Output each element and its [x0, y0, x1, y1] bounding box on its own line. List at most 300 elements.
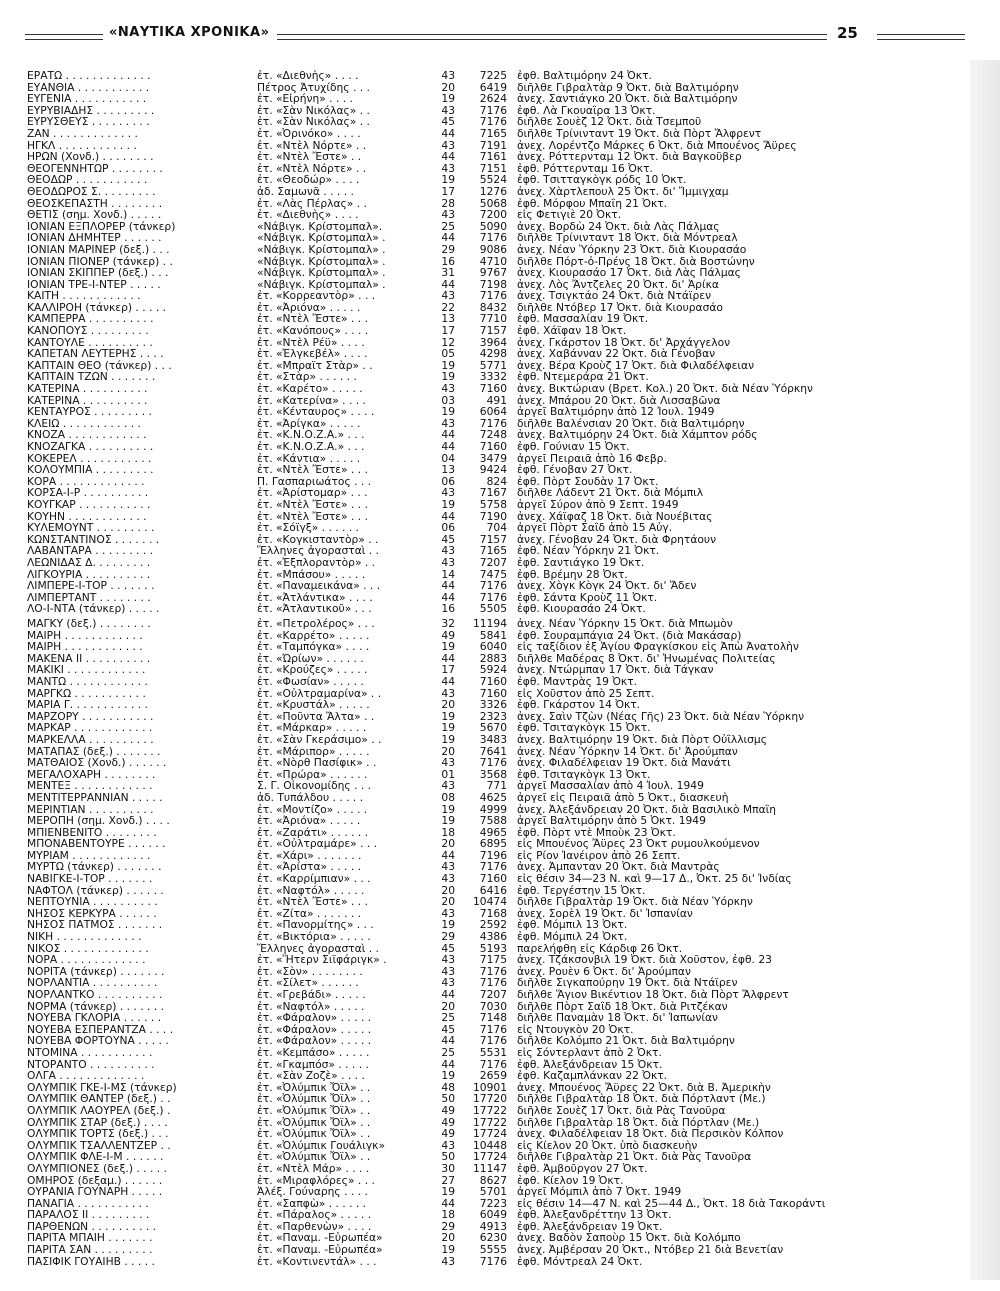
ship-status: διῆλθε Πὸρτ Σαΐδ 18 Ὀκτ. διὰ Ριτζέκαν [517, 1000, 728, 1013]
ship-tonnage: 7167 [479, 487, 507, 499]
ship-owner: ἐτ. «Φάραλον» . . . . . [257, 1023, 372, 1036]
ship-row [27, 1059, 967, 1071]
ship-tonnage: 771 [486, 780, 507, 792]
ship-tonnage: 10448 [473, 1139, 507, 1152]
ship-year: 18 [441, 826, 455, 839]
ship-owner: «Νάβιγκ. Κρίστομπαλ» . [257, 232, 386, 244]
ship-owner: ἐτ. «Θεοδώρ» . . . . [257, 174, 360, 186]
ship-row [27, 256, 967, 268]
ship-year: 44 [441, 278, 455, 291]
ship-owner: ἐτ. «Ἀτλαντικοῦ» . . . [257, 603, 372, 615]
ship-tonnage: 7207 [479, 989, 507, 1001]
ship-year: 25 [441, 220, 455, 233]
ship-row [27, 151, 967, 163]
ship-tonnage: 7148 [479, 1012, 507, 1024]
ship-row [27, 418, 967, 430]
ship-status: παρελήφθη εἰς Κάρδιφ 26 Ὀκτ. [517, 942, 683, 955]
ship-tonnage: 7176 [479, 232, 507, 244]
ship-tonnage: 7176 [479, 1023, 507, 1036]
ship-owner: ἐτ. «Ἥτερν Σιϊφάριγκ» . [257, 954, 387, 966]
ship-name: ΝΙΚΟΣ . . . . . . . . . . . . . [27, 942, 149, 955]
ship-year: 16 [441, 603, 455, 615]
ship-tonnage: 2323 [479, 710, 507, 723]
ship-row [27, 487, 967, 499]
ship-row [27, 792, 967, 804]
ship-year: 50 [441, 1093, 455, 1105]
ship-tonnage: 7176 [479, 1255, 507, 1268]
ship-name: ΕΡΑΤΩ . . . . . . . . . . . . . [27, 70, 151, 82]
ship-name: ΘΕΤΙΣ (σημ. Χονδ.) . . . . . [27, 209, 162, 221]
ship-status: ἀργεῖ Μόμπιλ ἀπὸ 7 Ὀκτ. 1949 [517, 1186, 682, 1198]
ship-name: ΜΑΡΚΑΡ . . . . . . . . . . . . [27, 722, 153, 734]
ship-name: ΛΕΩΝΙΔΑΣ Δ. . . . . . . . . [27, 556, 151, 569]
ship-row [27, 511, 967, 523]
ship-name: ΟΥΡΑΝΙΑ ΓΟΥΝΑΡΗ . . . . . [27, 1186, 163, 1198]
ship-year: 49 [441, 629, 455, 642]
ship-status: ἐφθ. Σουραμπάγια 24 Ὀκτ. (διὰ Μακάσαρ) [517, 629, 742, 642]
ship-name: ΟΛΥΜΠΙΚ ΦΛΕ-Ι-Μ . . . . . . [27, 1151, 164, 1163]
ship-year: 43 [441, 209, 455, 221]
ship-tonnage: 17720 [473, 1093, 507, 1105]
ship-year: 49 [441, 1104, 455, 1117]
ship-tonnage: 5524 [479, 174, 507, 186]
ship-owner: ἐτ. «Διεθνὴς» . . . . [257, 209, 359, 221]
ship-status: ἀργεῖ Σύρον ἀπὸ 9 Σεπτ. 1949 [517, 498, 679, 511]
ship-year: 44 [441, 441, 455, 453]
ship-row [27, 1244, 967, 1256]
ship-owner: ἐτ. «Μάριπορ» . . . . . [257, 745, 370, 758]
ship-name: ΚΑΛΛΙΡΟΗ (τάνκερ) . . . . . [27, 301, 167, 314]
ship-row [27, 769, 967, 781]
ship-status: διῆλθε Ντόβερ 17 Ὀκτ. διὰ Κιουρασάο [517, 301, 723, 314]
ship-name: ΝΟΥΕΒΑ ΓΚΛΟΡΙΑ . . . . . . [27, 1012, 162, 1024]
ship-owner: Ἕλληνες ἀγορασταὶ . . [257, 545, 379, 557]
ship-year: 18 [441, 1209, 455, 1221]
ship-year: 19 [441, 1070, 455, 1082]
ship-name: ΟΛΓΑ . . . . . . . . . . . . . [27, 1070, 145, 1082]
ship-list-section-2 [27, 618, 967, 1267]
ship-row [27, 885, 967, 897]
ship-year: 44 [441, 1058, 455, 1071]
ship-status: ἀνεχ. Χὰρτλεπουλ 25 Ὀκτ. δι' Ἴμμιγχαμ [517, 185, 729, 198]
ship-tonnage: 7151 [479, 162, 507, 175]
ship-year: 19 [441, 93, 455, 105]
ship-row [27, 232, 967, 244]
ship-owner: ἐτ. «Ἀριόνα» . . . . . [257, 301, 361, 314]
ship-tonnage: 7176 [479, 757, 507, 769]
ship-row [27, 861, 967, 873]
ship-row [27, 989, 967, 1001]
ship-row [27, 244, 967, 256]
ship-row [27, 186, 967, 198]
ship-status: διῆλθε Γιβραλτὰρ 18 Ὀκτ. διὰ Πόρτλαν (Με.) [517, 1116, 760, 1129]
ship-tonnage: 6416 [479, 884, 507, 897]
ship-status: ἐφθ. Τσιταγκὸγκ 13 Ὀκτ. [517, 768, 651, 781]
ship-row [27, 569, 967, 581]
ship-tonnage: 17724 [473, 1128, 507, 1140]
ship-status: διῆλθε Λάδεντ 21 Ὀκτ. διὰ Μόμπιλ [517, 487, 704, 499]
ship-name: ΝΟΡΙΤΑ (τάνκερ) . . . . . . . [27, 965, 165, 978]
ship-owner: ἐτ. «Σὰν Νικόλας» . . [257, 116, 370, 128]
ship-year: 20 [441, 745, 455, 758]
ship-owner: ἐτ. «Ναφτόλ» . . . . . [257, 1000, 365, 1013]
ship-tonnage: 5758 [479, 498, 507, 511]
ship-row [27, 850, 967, 862]
ship-owner: ἐτ. «Κατερίνα» . . . . [257, 394, 366, 407]
ship-name: ΜΑΤΘΑΙΟΣ (Χονδ.) . . . . . . [27, 757, 167, 769]
ship-list-section-1 [27, 70, 967, 615]
ship-status: εἰς Ρίον Ἰανέιρον ἀπὸ 26 Σεπτ. [517, 849, 681, 862]
ship-status: ἐφθ. Νέαν Ὑόρκην 21 Ὀκτ. [517, 545, 660, 557]
ship-year: 43 [441, 873, 455, 885]
ship-status: ἀνεχ. Χαβάνναν 22 Ὀκτ. διὰ Γένοβαν [517, 348, 716, 360]
ship-year: 17 [441, 185, 455, 198]
ship-year: 25 [441, 1046, 455, 1059]
ship-year: 43 [441, 556, 455, 569]
ship-owner: ἐτ. «Παναμ. -Εὐρωπέα» [257, 1244, 383, 1256]
ship-row [27, 453, 967, 465]
ship-row [27, 383, 967, 395]
ship-name: ΛΟ-Ι-ΝΤΑ (τάνκερ) . . . . . [27, 603, 160, 615]
ship-status: εἰς Κίελον 20 Ὀκτ. ὑπὸ διασκευὴν [517, 1139, 698, 1152]
ship-status: εἰς θέσιν 34—23 Ν. καὶ 9—17 Δ., Ὀκτ. 25 δι' Ἰνδίας [517, 873, 792, 885]
ship-tonnage: 2624 [479, 93, 507, 105]
ship-tonnage: 5555 [479, 1244, 507, 1256]
ship-tonnage: 17722 [473, 1116, 507, 1129]
ship-status: ἐφθ. Ρόττερνταμ 16 Ὀκτ. [517, 162, 653, 175]
ship-row [27, 618, 967, 630]
ship-name: ΜΑΡΙΑ Γ. . . . . . . . . . . . [27, 699, 148, 711]
ship-row [27, 371, 967, 383]
ship-owner: ἐτ. «Κρούζες» . . . . . [257, 664, 368, 676]
ship-year: 45 [441, 533, 455, 546]
ship-year: 19 [441, 1244, 455, 1256]
ship-owner: ἐτ. «Ἐξπλοραντὸρ» . . [257, 556, 376, 569]
ship-status: διῆλθε Μαδέρας 8 Ὀκτ. δι' Ἡνωμένας Πολιτείας [517, 652, 776, 665]
ship-name: ΚΩΝΣΤΑΝΤΙΝΟΣ . . . . . . . [27, 533, 160, 546]
ship-tonnage: 11194 [473, 618, 507, 630]
ship-row [27, 664, 967, 676]
ship-year: 44 [441, 580, 455, 592]
ship-status: ἐφθ. Τεργέστην 15 Ὀκτ. [517, 884, 646, 897]
ship-status: διῆλθε Κολόμπο 21 Ὀκτ. διὰ Βαλτιμόρην [517, 1035, 735, 1047]
ship-year: 43 [441, 757, 455, 769]
ship-year: 44 [441, 1197, 455, 1210]
ship-tonnage: 3479 [479, 452, 507, 465]
ship-year: 06 [441, 475, 455, 488]
ship-status: ἀνεχ. Χὸγκ Κὸγκ 24 Ὀκτ. δι' Ἄδεν [517, 580, 697, 592]
ship-row [27, 722, 967, 734]
ship-tonnage: 7588 [479, 815, 507, 827]
ship-row [27, 757, 967, 769]
ship-name: ΛΑΒΑΝΤΑΡΑ . . . . . . . . . [27, 545, 154, 557]
ship-row [27, 395, 967, 407]
ship-status: ἀνεχ. Βορδὼ 24 Ὀκτ. διὰ Λὰς Πάλμας [517, 220, 720, 233]
ship-owner: ἐτ. «Παρθενὼν» . . . . [257, 1220, 372, 1233]
ship-tonnage: 8432 [479, 301, 507, 314]
ship-tonnage: 10901 [473, 1081, 507, 1094]
ship-name: ΜΠΟΝΑΒΕΝΤΟΥΡΕ . . . . . . [27, 838, 166, 850]
ship-owner: ἐτ. «Ντὲλ Νόρτε» . . [257, 139, 367, 152]
ship-status: διῆλθε Πόρτ-ὀ-Πρένς 18 Ὀκτ. διὰ Βοστώνην [517, 255, 755, 268]
ship-year: 29 [441, 1220, 455, 1233]
ship-year: 19 [441, 919, 455, 932]
ship-row [27, 919, 967, 931]
ship-row [27, 592, 967, 604]
ship-row [27, 1105, 967, 1117]
ship-owner: ἐτ. «Στὰρ» . . . . . . [257, 371, 357, 384]
ship-year: 19 [441, 641, 455, 653]
ship-owner: ἐτ. «Ὀλύμπικ Ὄϊλ» . . [257, 1104, 371, 1117]
ship-tonnage: 4386 [479, 931, 507, 943]
ship-name: ΚΑΤΕΡΙΝΑ . . . . . . . . . . [27, 394, 148, 407]
ship-year: 31 [441, 267, 455, 279]
ship-tonnage: 2592 [479, 919, 507, 932]
ship-tonnage: 7176 [479, 417, 507, 430]
ship-tonnage: 7165 [479, 545, 507, 557]
ship-row [27, 804, 967, 816]
ship-tonnage: 7475 [479, 568, 507, 581]
ship-year: 12 [441, 336, 455, 349]
ship-tonnage: 5193 [479, 942, 507, 955]
ship-owner: ἐτ. «Πάραλος» . . . . . [257, 1209, 372, 1221]
ship-year: 48 [441, 1081, 455, 1094]
ship-status: εἰς θέσιν 14—47 Ν. καὶ 25—44 Δ., Ὀκτ. 18 διὰ Τακοράντι [517, 1197, 826, 1210]
ship-tonnage: 491 [486, 394, 507, 407]
ship-status: ἀνεχ. Ρουὲν 6 Ὀκτ. δι' Ἀρούμπαν [517, 965, 691, 978]
ship-row [27, 116, 967, 128]
ship-owner: ἐτ. «Ὀλύμπικ Ὄϊλ» . . [257, 1093, 371, 1105]
ship-name: ΝΤΟΡΑΝΤΟ . . . . . . . . . . [27, 1058, 155, 1071]
ship-year: 28 [441, 197, 455, 210]
ship-row [27, 406, 967, 418]
ship-status: ἐφθ. Κίελον 19 Ὀκτ. [517, 1174, 624, 1187]
ship-status: ἐφθ. Ἀλεξάνδρειαν 19 Ὀκτ. [517, 1220, 663, 1233]
ship-tonnage: 3568 [479, 768, 507, 781]
ship-owner: ἐτ. «Σὰν Νικόλας» . . [257, 104, 370, 117]
ship-row [27, 966, 967, 978]
ship-tonnage: 7161 [479, 151, 507, 163]
ship-tonnage: 5771 [479, 359, 507, 372]
ship-year: 44 [441, 127, 455, 140]
ship-tonnage: 7030 [479, 1000, 507, 1013]
ship-tonnage: 7176 [479, 861, 507, 874]
ship-row [27, 630, 967, 642]
ship-status: ἀνεχ. Χάϊφαζ 18 Ὀκτ. διὰ Νουέβιτας [517, 510, 713, 523]
ship-name: ΘΕΟΔΩΡ . . . . . . . . . . . [27, 174, 148, 186]
ship-status: ἀνεχ. Τζάκσονβιλ 19 Ὀκτ. διὰ Χοῦστον, ἐφθ. 23 [517, 954, 772, 966]
ship-status: ἐφθ. Μόμπιλ 24 Ὀκτ. [517, 931, 628, 943]
ship-row [27, 337, 967, 349]
ship-tonnage: 7710 [479, 313, 507, 326]
ship-year: 19 [441, 174, 455, 186]
ship-tonnage: 5068 [479, 197, 507, 210]
ship-row [27, 1140, 967, 1152]
ship-tonnage: 4999 [479, 803, 507, 816]
ship-tonnage: 2659 [479, 1070, 507, 1082]
ship-status: ἀνεχ. Βικτώριαν (Βρετ. Κολ.) 20 Ὀκτ. διὰ Νέαν Ὑόρκην [517, 383, 813, 395]
ship-row [27, 429, 967, 441]
ship-status: ἐφθ. Βαλτιμόρην 24 Ὀκτ. [517, 70, 652, 82]
ship-owner: ἐτ. «Ναφτόλ» . . . . . [257, 884, 365, 897]
ship-row [27, 93, 967, 105]
ship-row [27, 943, 967, 955]
ship-status: ἀργεῖ Μασσαλίαν ἀπὸ 4 Ἰουλ. 1949 [517, 780, 704, 792]
ship-tonnage: 6064 [479, 406, 507, 418]
ship-year: 19 [441, 406, 455, 418]
ship-row [27, 279, 967, 291]
ship-owner: Σ. Γ. Οἰκονομίδης . . . [257, 780, 372, 792]
ship-year: 43 [441, 417, 455, 430]
ship-row [27, 290, 967, 302]
ship-year: 29 [441, 243, 455, 256]
ship-year: 04 [441, 452, 455, 465]
ship-name: ΜΑΡΚΕΛΛΑ . . . . . . . . . . [27, 733, 154, 746]
ship-row [27, 348, 967, 360]
ship-owner: Πέτρος Ἀτυχίδης . . . [257, 81, 370, 94]
ship-status: ἀνεχ. Λὸς Ἄντζελες 20 Ὀκτ. δι' Ἀρίκα [517, 278, 719, 291]
ship-tonnage: 7190 [479, 510, 507, 523]
header-rule-left [25, 34, 103, 40]
ship-owner: ἐτ. «Κορρεαντὸρ» . . . [257, 290, 376, 302]
ship-owner: ἐτ. «Κένταυρος» . . . . [257, 406, 375, 418]
ship-row [27, 140, 967, 152]
page-number: 25 [837, 24, 858, 42]
ship-name: ΗΡΩΝ (Χονδ.) . . . . . . . . [27, 151, 154, 163]
ship-owner: ἐτ. «Λὰς Πέρλας» . . [257, 197, 367, 210]
ship-row [27, 221, 967, 233]
ship-row [27, 499, 967, 511]
ship-owner: ἐτ. «Κογκισταντὸρ» . . [257, 533, 379, 546]
ship-owner: ἐτ. «Σαπφὼ» . . . . . . [257, 1197, 367, 1210]
ship-name: ΚΑΙΤΗ . . . . . . . . . . . . [27, 290, 141, 302]
ship-row [27, 780, 967, 792]
ship-row [27, 1175, 967, 1187]
ship-row [27, 641, 967, 653]
ship-row [27, 441, 967, 453]
ship-status: ἀνεχ. Νέαν Ὑόρκην 14 Ὀκτ. δι' Ἀρούμπαν [517, 745, 738, 758]
ship-year: 19 [441, 498, 455, 511]
ship-name: ΚΝΟΖΑ . . . . . . . . . . . . [27, 429, 147, 441]
ship-name: ΜΑΡΖΟΡΥ . . . . . . . . . . . [27, 710, 154, 723]
ship-status: διῆλθε Σιγκαπούρην 19 Ὀκτ. διὰ Ντάϊρεν [517, 977, 738, 989]
ship-row [27, 1047, 967, 1059]
ship-owner: ἐτ. «Καρρίμπιαν» . . . [257, 873, 371, 885]
ship-owner: ἐτ. «Χάρι» . . . . . . . [257, 849, 362, 862]
ship-status: ἐφθ. Σαντιάγκο 19 Ὀκτ. [517, 556, 645, 569]
ship-row [27, 128, 967, 140]
ship-status: ἐφθ. Μόμπιλ 13 Ὀκτ. [517, 919, 628, 932]
ship-name: ΟΛΥΜΠΙΚ ΣΤΑΡ (δεξ.) . . . . [27, 1116, 168, 1129]
ship-tonnage: 1276 [479, 185, 507, 198]
ship-name: ΟΛΥΜΠΙΚ ΛΑΟΥΡΕΛ (δεξ.) . [27, 1104, 171, 1117]
ship-owner: «Νάβιγκ. Κρίστομπαλ» . [257, 255, 386, 268]
ship-owner: «Νάβιγκ. Κρίστομπαλ» . [257, 278, 386, 291]
ship-owner: ἐτ. «Ὀλύμπικ Ὄϊλ» . . [257, 1116, 371, 1129]
ship-owner: ἐτ. «Κ.Ν.Ο.Ζ.Α.» . . . [257, 429, 365, 441]
ship-name: ΚΑΤΕΡΙΝΑ . . . . . . . . . . [27, 383, 148, 395]
ship-name: ΖΑΝ . . . . . . . . . . . . . [27, 127, 138, 140]
ship-year: 43 [441, 162, 455, 175]
ship-owner: ἐτ. «Καρρέτο» . . . . . [257, 629, 370, 642]
ship-tonnage: 3332 [479, 371, 507, 384]
ship-row [27, 1151, 967, 1163]
ship-tonnage: 5701 [479, 1186, 507, 1198]
ship-tonnage: 7641 [479, 745, 507, 758]
ship-tonnage: 7198 [479, 278, 507, 291]
ship-year: 44 [441, 510, 455, 523]
ship-year: 19 [441, 1186, 455, 1198]
ship-status: εἰς Ντουγκὸν 20 Ὀκτ. [517, 1023, 634, 1036]
ship-tonnage: 7160 [479, 873, 507, 885]
ship-owner: ἐτ. «Ντὲλ Μάρ» . . . . [257, 1162, 370, 1175]
ship-owner: Ἕλληνες ἀγορασταὶ . . [257, 942, 379, 955]
ship-owner: ἐτ. «Ντὲλ Ἔστε» . . . [257, 464, 368, 476]
ship-status: ἐφθ. Καζαμπλάνκαν 22 Ὀκτ. [517, 1070, 668, 1082]
ship-row [27, 699, 967, 711]
ship-tonnage: 2883 [479, 652, 507, 665]
ship-owner: ἐτ. «Σὸν» . . . . . . . . [257, 965, 363, 978]
ship-year: 17 [441, 325, 455, 337]
ship-name: ΝΗΣΟΣ ΠΑΤΜΟΣ . . . . . . . [27, 919, 163, 932]
ship-year: 20 [441, 1000, 455, 1013]
ship-status: ἀργεῖ εἰς Πειραιᾶ ἀπὸ 5 Ὀκτ., διασκευὴ [517, 791, 729, 804]
ship-status: εἰς Σόντερλαντ ἀπὸ 2 Ὀκτ. [517, 1046, 662, 1059]
ship-status: ἀνεχ. Βέρα Κροὺζ 17 Ὀκτ. διὰ Φιλαδέλφειαν [517, 359, 755, 372]
ship-owner: ἐτ. «Ἀρίγκα» . . . . . [257, 417, 361, 430]
ship-status: ἐφθ. Ἀλεξανδρέττην 13 Ὀκτ. [517, 1209, 672, 1221]
ship-status: διῆλθε Τρίνινταντ 19 Ὀκτ. διὰ Πὸρτ Ἄλφρεντ [517, 127, 762, 140]
ship-name: ΝΙΚΗ . . . . . . . . . . . . . [27, 931, 142, 943]
ship-status: ἀνεχ. Ρόττερνταμ 12 Ὀκτ. διὰ Βαγκοῦβερ [517, 151, 742, 163]
ship-year: 08 [441, 791, 455, 804]
ship-owner: ἐτ. «Νὸρθ Πασίφικ» . . [257, 757, 377, 769]
ship-name: ΚΟΡΣΑ-Ι-Ρ . . . . . . . . . . [27, 487, 149, 499]
ship-year: 43 [441, 290, 455, 302]
ship-status: ἀνεχ. Ντώρμπαν 17 Ὀκτ. διὰ Τάγκαν [517, 664, 714, 676]
ship-row [27, 676, 967, 688]
ship-name: ΜΑΙΡΗ . . . . . . . . . . . . [27, 641, 143, 653]
ship-status: ἐφθ. Μόντρεαλ 24 Ὀκτ. [517, 1255, 643, 1268]
ship-row [27, 70, 967, 82]
ship-tonnage: 7176 [479, 1058, 507, 1071]
ship-name: ΛΙΓΚΟΥΡΙΑ . . . . . . . . . . [27, 568, 151, 581]
ship-owner: «Νάβιγκ. Κρίστομπαλ» . [257, 267, 386, 279]
ship-status: ἀνεχ. Σορὲλ 19 Ὀκτ. δι' Ἰσπανίαν [517, 907, 693, 920]
ship-status: εἰς Φετιγιὲ 20 Ὀκτ. [517, 209, 622, 221]
ship-status: ἀνεχ. Μπάρου 20 Ὀκτ. διὰ Λισσαβῶνα [517, 394, 721, 407]
ship-name: ΙΟΝΙΑΝ ΣΚΙΠΠΕΡ (δεξ.) . . . [27, 267, 169, 279]
ship-status: διῆλθε Γιβραλτὰρ 21 Ὀκτ. διὰ Ρὰς Τανοῦρα [517, 1151, 752, 1163]
ship-name: ΜΕΡΙΝΤΙΑΝ . . . . . . . . . . [27, 803, 154, 816]
ship-year: 44 [441, 591, 455, 604]
ship-owner: ἐτ. «Γκαμπόσ» . . . . . [257, 1058, 369, 1071]
ship-name: ΟΛΥΜΠΙΚ ΘΑΝΤΕΡ (δεξ.) . . [27, 1093, 171, 1105]
ship-row [27, 896, 967, 908]
ship-status: διῆλθε Γιβραλτὰρ 9 Ὀκτ. διὰ Βαλτιμόρην [517, 81, 739, 94]
ship-tonnage: 7176 [479, 1035, 507, 1047]
ship-tonnage: 7157 [479, 325, 507, 337]
ship-owner: ἐτ. «Ντὲλ Ἔστε» . . . [257, 896, 368, 908]
ship-tonnage: 6040 [479, 641, 507, 653]
ship-status: ἀνεχ. Σαντιάγκο 20 Ὀκτ. διὰ Βαλτιμόρην [517, 93, 738, 105]
ship-owner: ἐτ. «Οὐλτραμαρίνα» . . [257, 687, 382, 700]
ship-name: ΜΕΝΤΙΤΕΡΡΑΝΝΙΑΝ . . . . . [27, 791, 163, 804]
ship-name: ΚΑΝΟΠΟΥΣ . . . . . . . . . [27, 325, 149, 337]
ship-status: ἀργεῖ Βαλτιμόρην ἀπὸ 5 Ὀκτ. 1949 [517, 815, 706, 827]
ship-year: 20 [441, 699, 455, 711]
ship-owner: ἐτ. «Βικτόρια» . . . . . [257, 931, 371, 943]
